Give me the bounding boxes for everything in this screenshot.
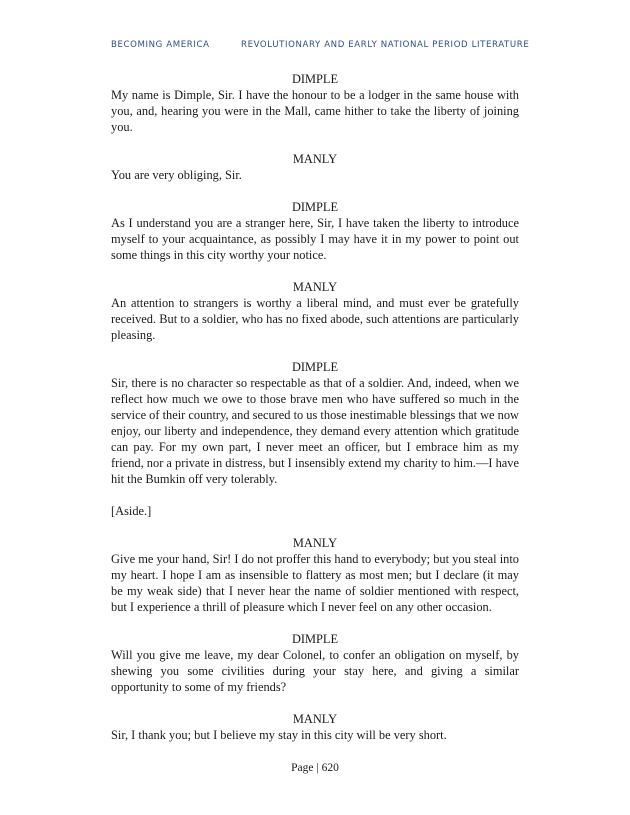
speaker-name: DIMPLE xyxy=(291,632,339,646)
page-number: Page | 620 xyxy=(291,762,339,774)
speech-text: My name is Dimple, Sir. I have the honour to be a lodger in the same house with you, and, hearing you were in the Mall, came hither to take the liberty of joining you. xyxy=(111,88,519,134)
dialogue-block xyxy=(111,279,519,343)
speech-text: Sir, there is no character so respectable as that of a soldier. And, indeed, when we reflect how much we owe to those brave men who have suffered so much in the service of their country, and secured to us those inestimable blessings that we now enjoy, our liberty and independence, they demand every attention which gratitude can pay. For my own part, I never meet an officer, but I embrace him as my friend, nor a private in distress, but I insensibly extend my charity to him.—I have hit the Bumkin off very tolerably. xyxy=(111,376,519,486)
speech-text: Will you give me leave, my dear Colonel, to confer an obligation on myself, by shewing you some civilities during your stay here, and giving a similar opportunity to some of my friends? xyxy=(111,648,519,694)
dialogue-block xyxy=(111,71,519,135)
speaker-name: DIMPLE xyxy=(291,200,339,214)
speech-text: As I understand you are a stranger here, Sir, I have taken the liberty to introduce myself to your acquaintance, as possibly I may have it in my power to point out some things in this city worthy your notice. xyxy=(111,216,519,262)
speech-text: An attention to strangers is worthy a liberal mind, and must ever be gratefully received. But to a soldier, who has no fixed abode, such attentions are particularly pleasing. xyxy=(111,296,519,342)
dialogue-block xyxy=(111,631,519,695)
speech-text: You are very obliging, Sir. xyxy=(111,168,242,182)
play-text xyxy=(111,71,519,743)
speaker-name: DIMPLE xyxy=(291,360,339,374)
speaker-name: DIMPLE xyxy=(291,72,339,86)
dialogue-block xyxy=(111,199,519,263)
speaker-name: MANLY xyxy=(292,152,338,166)
dialogue-block xyxy=(111,151,519,183)
speaker-name: MANLY xyxy=(292,280,338,294)
running-header xyxy=(111,40,530,50)
stage-direction-block xyxy=(111,503,519,519)
stage-direction: [Aside.] xyxy=(111,504,152,518)
speaker-name: MANLY xyxy=(292,536,338,550)
speech-text: Give me your hand, Sir! I do not proffer this hand to everybody; but you steal into my heart. I hope I am as insensible to flattery as most men; but I declare (it may be my weak side) that I never hear the name of soldier mentioned with respect, but I experience a thrill of pleasure which I never feel on any other occasion. xyxy=(111,552,519,614)
dialogue-block xyxy=(111,359,519,487)
dialogue-block xyxy=(111,711,519,743)
dialogue-block xyxy=(111,535,519,615)
header-section-title: REVOLUTIONARY AND EARLY NATIONAL PERIOD LITERATURE xyxy=(241,40,530,50)
header-book-title: BECOMING AMERICA xyxy=(111,40,210,50)
speaker-name: MANLY xyxy=(292,712,338,726)
speech-text: Sir, I thank you; but I believe my stay in this city will be very short. xyxy=(111,728,447,742)
